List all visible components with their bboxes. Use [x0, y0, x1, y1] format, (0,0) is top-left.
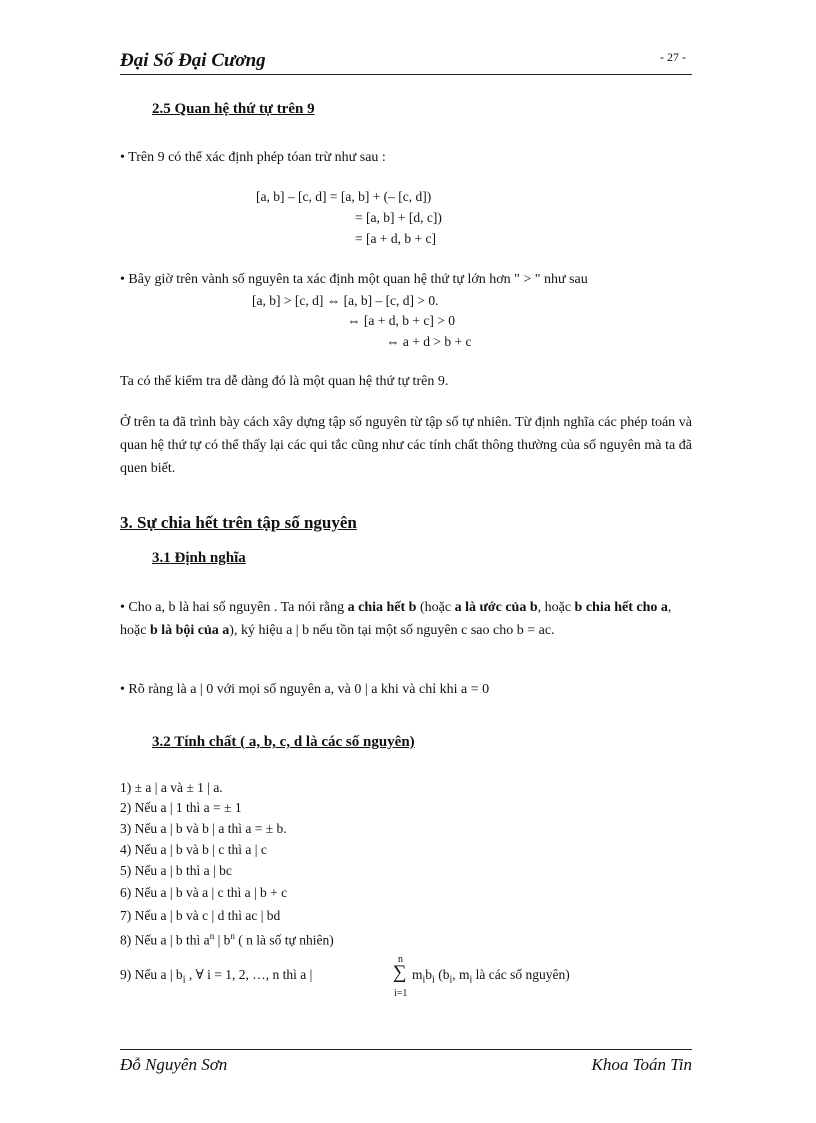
def-bold-3: b chia hết cho a [574, 600, 668, 615]
def-bold-2: a là ước của b [454, 600, 538, 615]
def-text-5: ), ký hiệu a | b nếu tồn tại một số nguyên c sao cho b = ac. [229, 623, 555, 638]
check-sentence: Ta có thể kiểm tra dễ dàng đó là một quan hệ thứ tự trên 9. [120, 374, 449, 389]
footer-department: Khoa Toán Tin [591, 1055, 692, 1074]
p9-text-c: (b [434, 967, 450, 982]
property-9 [120, 967, 312, 986]
p9-sub-i: i [182, 974, 186, 986]
term-b: b [425, 967, 433, 982]
relation-line-3: ⇔ a + d > b + c [386, 334, 472, 349]
def-text-3: , hoặc [537, 600, 575, 615]
p9-text-a: 9) Nếu a | b [120, 967, 183, 982]
property-7: 7) Nếu a | b và c | d thì ac | bd [120, 908, 281, 923]
bullet-subtraction: • Trên 9 có thể xác định phép tóan trừ như sau : [120, 150, 386, 165]
property-6: 6) Nếu a | b và a | c thì a | b + c [120, 885, 288, 900]
p8-sup-2: n [230, 931, 235, 941]
term-m-sub: i [422, 974, 426, 986]
property-2: 2) Nếu a | 1 thì a = ± 1 [120, 800, 242, 815]
page-number: - 27 - [660, 50, 686, 64]
section-2-5-heading: 2.5 Quan hệ thứ tự trên 9 [152, 101, 315, 117]
def-bold-1: a chia hết b [347, 600, 417, 615]
header-rule [120, 74, 692, 75]
construction-paragraph: Ở trên ta đã trình bày cách xây dựng tập số nguyên từ tập số tự nhiên. Từ định nghĩa các phép toán và quan hệ thứ tự có thể thấy lại các qui tắc cũng như các tính chất thông thường của số nguyên mà ta đã quen biết. [120, 415, 692, 476]
sum-upper-limit: n [398, 954, 403, 965]
def-text-2: (hoặc [416, 600, 455, 615]
equation-line-3: = [a + d, b + c] [355, 231, 436, 246]
p9-text-b: , ∀ i = 1, 2, …, n thì a | [185, 967, 313, 982]
summation-icon: ∑ [393, 962, 407, 983]
relation-line-1: [a, b] > [c, d] ⇔ [a, b] – [c, d] > 0. [252, 293, 439, 308]
section-3-heading: 3. Sự chia hết trên tập số nguyên [120, 513, 357, 532]
footer-rule [120, 1049, 692, 1050]
equation-line-1: [a, b] – [c, d] = [a, b] + (– [c, d]) [256, 189, 432, 204]
sum-lower-limit: i=1 [394, 988, 408, 999]
p8-text-a: 8) Nếu a | b thì a [120, 932, 210, 948]
p8-text-c: ( n là số tự nhiên) [234, 932, 334, 948]
bullet-order-relation: • Bây giờ trên vành số nguyên ta xác định một quan hệ thứ tự lớn hơn " > " như sau [120, 272, 588, 287]
obvious-statement: • Rõ ràng là a | 0 với mọi số nguyên a, và 0 | a khi và chỉ khi a = 0 [120, 682, 490, 697]
property-5: 5) Nếu a | b thì a | bc [120, 863, 232, 878]
p9-text-d: , m [452, 967, 470, 982]
def-text-1: • Cho a, b là hai số nguyên . Ta nói rằng [120, 600, 348, 615]
p9-d-sub: i [469, 974, 473, 986]
property-1: 1) ± a | a và ± 1 | a. [120, 780, 223, 795]
term-m: m [412, 967, 423, 982]
p8-text-b: | b [214, 932, 231, 948]
property-3: 3) Nếu a | b và b | a thì a = ± b. [120, 821, 287, 836]
definition-paragraph [120, 596, 692, 642]
sum-term [412, 967, 570, 986]
footer-author: Đỗ Nguyên Sơn [120, 1055, 228, 1074]
def-text-4: , hoặc [120, 600, 672, 638]
relation-line-2: ⇔ [a + d, b + c] > 0 [347, 313, 455, 328]
p9-text-e: là các số nguyên) [472, 967, 570, 982]
property-8 [120, 931, 334, 949]
section-3-2-heading: 3.2 Tính chất ( a, b, c, d là các số nguyên) [152, 734, 415, 750]
header-title: Đại Số Đại Cương [120, 50, 266, 71]
equation-line-2: = [a, b] + [d, c]) [355, 210, 442, 225]
property-4: 4) Nếu a | b và b | c thì a | c [120, 842, 267, 857]
term-b-sub: i [432, 974, 435, 986]
p9-c-sub: i [449, 974, 453, 986]
section-3-1-heading: 3.1 Định nghĩa [152, 550, 246, 566]
p8-sup-1: n [209, 931, 215, 941]
def-bold-4: b là bội của a [149, 623, 230, 638]
